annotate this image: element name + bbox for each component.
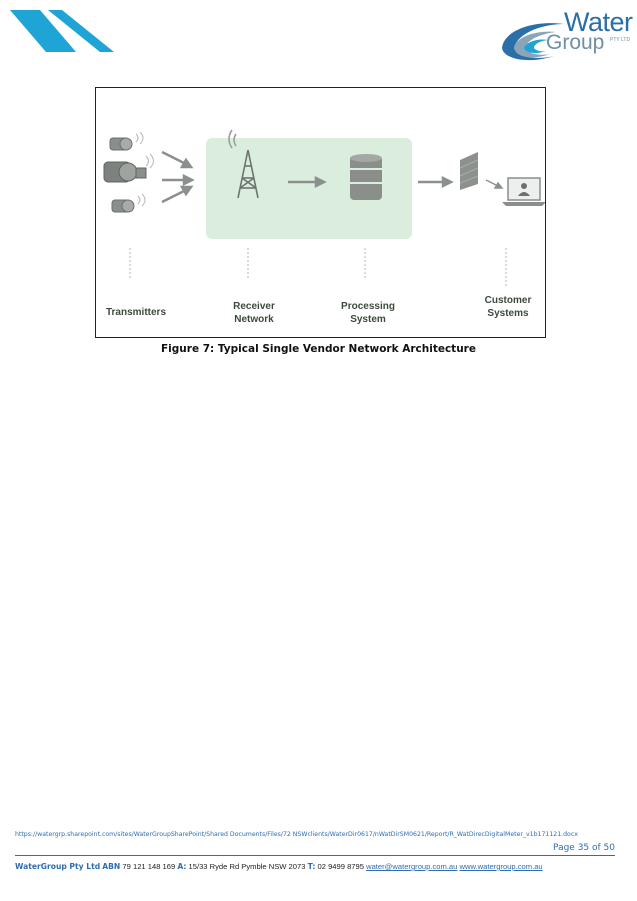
water-meter-icon	[104, 154, 154, 182]
water-meter-icon	[110, 132, 143, 150]
address-value: 15/33 Ryde Rd Pymble NSW 2073	[188, 862, 306, 871]
abn-value: 79 121 148 169	[122, 862, 176, 871]
logo-word-water: Water	[564, 7, 633, 37]
data-arrow-icon	[288, 178, 324, 186]
figure-caption: Figure 7: Typical Single Vendor Network Architecture	[161, 343, 476, 355]
data-arrow-icon	[486, 180, 502, 188]
footer-divider	[15, 855, 615, 856]
address-label: A:	[177, 862, 187, 871]
stage-text-processing-system: Processing System	[341, 301, 395, 325]
signal-arrow-icon	[162, 152, 192, 202]
stage-text-receiver-network: Receiver Network	[233, 301, 275, 325]
footer-contact-line	[15, 862, 543, 871]
page-number: Page 35 of 50	[553, 843, 615, 853]
data-arrow-icon	[418, 178, 451, 186]
logo-word-group: Group	[546, 31, 605, 54]
document-path: https://watergrp.sharepoint.com/sites/WaterGroupSharePoint/Shared Documents/Files/72 NSWclients/WaterDir0617/nWatDirSM0621/Report/R_WatDirecDigitalMeter_v1b171121.docx	[15, 831, 578, 838]
database-server-icon	[350, 154, 382, 200]
water-meter-icon	[112, 194, 145, 212]
stage-label-customer-systems	[470, 294, 546, 320]
firewall-icon	[460, 152, 478, 190]
dotted-connector-line	[130, 248, 506, 288]
logo-pty-ltd: PTY LTD	[610, 37, 631, 43]
stage-text-transmitters: Transmitters	[105, 307, 167, 318]
network-architecture-figure	[95, 87, 546, 338]
website-link[interactable]: www.watergroup.com.au	[459, 862, 543, 871]
company-name: WaterGroup Pty Ltd	[15, 862, 101, 871]
stage-label-transmitters	[98, 306, 174, 319]
stage-text-customer-systems: Customer Systems	[484, 295, 532, 319]
radio-tower-icon	[229, 130, 258, 198]
phone-label: T:	[307, 862, 316, 871]
email-link[interactable]: water@watergroup.com.au	[366, 862, 458, 871]
laptop-user-icon	[502, 178, 545, 206]
stage-label-processing-system	[330, 300, 406, 326]
abn-label: ABN	[102, 862, 121, 871]
phone-value: 02 9499 8795	[317, 862, 364, 871]
corner-stripe-mark	[10, 10, 120, 52]
stage-label-receiver-network	[216, 300, 292, 326]
